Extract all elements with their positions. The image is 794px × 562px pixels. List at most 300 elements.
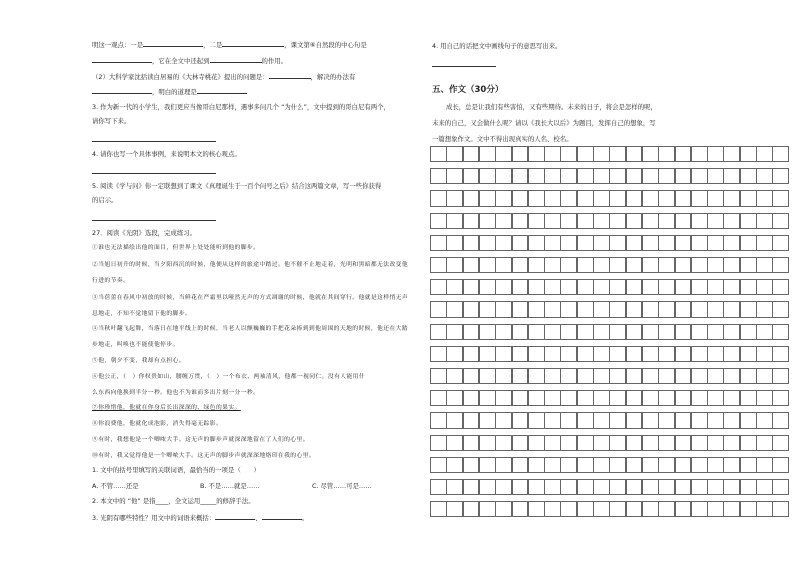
grid-cell[interactable]	[756, 190, 773, 206]
grid-cell[interactable]	[544, 346, 561, 362]
grid-cell[interactable]	[495, 501, 512, 517]
grid-cell[interactable]	[756, 346, 773, 362]
grid-cell[interactable]	[512, 279, 529, 295]
grid-cell[interactable]	[560, 257, 577, 273]
grid-cell[interactable]	[577, 479, 594, 495]
grid-cell[interactable]	[675, 146, 692, 162]
answer-line[interactable]	[92, 220, 216, 221]
grid-cell[interactable]	[479, 435, 496, 451]
grid-cell[interactable]	[740, 324, 757, 340]
grid-cell[interactable]	[479, 368, 496, 384]
answer-line[interactable]	[92, 141, 216, 142]
grid-cell[interactable]	[560, 368, 577, 384]
grid-cell[interactable]	[495, 346, 512, 362]
grid-cell[interactable]	[691, 412, 708, 428]
grid-cell[interactable]	[626, 346, 643, 362]
grid-cell[interactable]	[512, 368, 529, 384]
grid-cell[interactable]	[691, 301, 708, 317]
grid-cell[interactable]	[430, 368, 447, 384]
grid-cell[interactable]	[658, 235, 675, 251]
answer-blank[interactable]	[143, 40, 203, 47]
grid-cell[interactable]	[772, 390, 789, 406]
grid-cell[interactable]	[430, 301, 447, 317]
grid-cell[interactable]	[479, 324, 496, 340]
grid-cell[interactable]	[528, 501, 545, 517]
grid-cell[interactable]	[642, 501, 659, 517]
grid-cell[interactable]	[658, 168, 675, 184]
grid-cell[interactable]	[675, 457, 692, 473]
answer-line[interactable]	[92, 173, 216, 174]
grid-cell[interactable]	[642, 457, 659, 473]
grid-cell[interactable]	[495, 412, 512, 428]
grid-cell[interactable]	[479, 168, 496, 184]
grid-cell[interactable]	[609, 457, 626, 473]
grid-cell[interactable]	[626, 146, 643, 162]
grid-cell[interactable]	[430, 257, 447, 273]
grid-cell[interactable]	[495, 479, 512, 495]
grid-cell[interactable]	[577, 457, 594, 473]
grid-cell[interactable]	[577, 146, 594, 162]
grid-cell[interactable]	[495, 235, 512, 251]
grid-cell[interactable]	[544, 146, 561, 162]
grid-cell[interactable]	[463, 457, 480, 473]
answer-blank[interactable]	[215, 513, 255, 520]
grid-cell[interactable]	[593, 279, 610, 295]
grid-cell[interactable]	[560, 457, 577, 473]
grid-cell[interactable]	[756, 279, 773, 295]
grid-cell[interactable]	[544, 213, 561, 229]
grid-cell[interactable]	[463, 257, 480, 273]
grid-cell[interactable]	[512, 257, 529, 273]
grid-cell[interactable]	[609, 501, 626, 517]
grid-cell[interactable]	[593, 213, 610, 229]
grid-cell[interactable]	[609, 168, 626, 184]
grid-cell[interactable]	[528, 368, 545, 384]
grid-cell[interactable]	[560, 324, 577, 340]
grid-cell[interactable]	[756, 457, 773, 473]
grid-cell[interactable]	[707, 301, 724, 317]
grid-cell[interactable]	[593, 257, 610, 273]
grid-cell[interactable]	[463, 324, 480, 340]
grid-cell[interactable]	[642, 368, 659, 384]
grid-cell[interactable]	[544, 435, 561, 451]
grid-cell[interactable]	[593, 368, 610, 384]
grid-cell[interactable]	[691, 435, 708, 451]
grid-cell[interactable]	[626, 257, 643, 273]
grid-cell[interactable]	[723, 190, 740, 206]
grid-cell[interactable]	[528, 390, 545, 406]
grid-cell[interactable]	[675, 412, 692, 428]
grid-cell[interactable]	[691, 457, 708, 473]
grid-cell[interactable]	[626, 457, 643, 473]
grid-cell[interactable]	[740, 368, 757, 384]
grid-cell[interactable]	[495, 168, 512, 184]
grid-cell[interactable]	[609, 301, 626, 317]
grid-cell[interactable]	[560, 301, 577, 317]
grid-cell[interactable]	[740, 346, 757, 362]
grid-cell[interactable]	[463, 435, 480, 451]
grid-cell[interactable]	[430, 457, 447, 473]
grid-cell[interactable]	[675, 435, 692, 451]
grid-cell[interactable]	[707, 213, 724, 229]
grid-cell[interactable]	[577, 368, 594, 384]
grid-cell[interactable]	[446, 479, 463, 495]
grid-cell[interactable]	[642, 412, 659, 428]
grid-cell[interactable]	[691, 257, 708, 273]
grid-cell[interactable]	[430, 479, 447, 495]
grid-cell[interactable]	[593, 457, 610, 473]
grid-cell[interactable]	[430, 390, 447, 406]
answer-line[interactable]	[432, 66, 496, 67]
grid-cell[interactable]	[593, 324, 610, 340]
grid-cell[interactable]	[772, 257, 789, 273]
grid-cell[interactable]	[446, 279, 463, 295]
grid-cell[interactable]	[577, 301, 594, 317]
grid-cell[interactable]	[577, 279, 594, 295]
grid-cell[interactable]	[446, 435, 463, 451]
grid-cell[interactable]	[707, 501, 724, 517]
grid-cell[interactable]	[560, 435, 577, 451]
grid-cell[interactable]	[446, 213, 463, 229]
grid-cell[interactable]	[446, 146, 463, 162]
grid-cell[interactable]	[691, 213, 708, 229]
grid-cell[interactable]	[642, 235, 659, 251]
grid-cell[interactable]	[772, 412, 789, 428]
grid-cell[interactable]	[626, 479, 643, 495]
grid-cell[interactable]	[642, 146, 659, 162]
grid-cell[interactable]	[577, 190, 594, 206]
grid-cell[interactable]	[528, 168, 545, 184]
grid-cell[interactable]	[609, 279, 626, 295]
grid-cell[interactable]	[463, 168, 480, 184]
grid-cell[interactable]	[430, 501, 447, 517]
grid-cell[interactable]	[626, 412, 643, 428]
grid-cell[interactable]	[691, 368, 708, 384]
grid-cell[interactable]	[707, 346, 724, 362]
grid-cell[interactable]	[560, 146, 577, 162]
grid-cell[interactable]	[430, 235, 447, 251]
grid-cell[interactable]	[658, 279, 675, 295]
grid-cell[interactable]	[642, 479, 659, 495]
grid-cell[interactable]	[723, 168, 740, 184]
grid-cell[interactable]	[446, 412, 463, 428]
grid-cell[interactable]	[642, 168, 659, 184]
grid-cell[interactable]	[691, 279, 708, 295]
grid-cell[interactable]	[740, 279, 757, 295]
grid-cell[interactable]	[528, 301, 545, 317]
grid-cell[interactable]	[675, 279, 692, 295]
grid-cell[interactable]	[544, 301, 561, 317]
grid-cell[interactable]	[675, 257, 692, 273]
grid-cell[interactable]	[675, 235, 692, 251]
grid-cell[interactable]	[772, 501, 789, 517]
grid-cell[interactable]	[756, 235, 773, 251]
grid-cell[interactable]	[756, 146, 773, 162]
grid-cell[interactable]	[544, 368, 561, 384]
grid-cell[interactable]	[512, 213, 529, 229]
grid-cell[interactable]	[707, 412, 724, 428]
answer-blank[interactable]	[222, 40, 284, 47]
grid-cell[interactable]	[691, 168, 708, 184]
grid-cell[interactable]	[675, 324, 692, 340]
grid-cell[interactable]	[740, 257, 757, 273]
grid-cell[interactable]	[658, 435, 675, 451]
grid-cell[interactable]	[560, 168, 577, 184]
grid-cell[interactable]	[560, 235, 577, 251]
grid-cell[interactable]	[707, 457, 724, 473]
grid-cell[interactable]	[723, 235, 740, 251]
grid-cell[interactable]	[723, 368, 740, 384]
grid-cell[interactable]	[495, 324, 512, 340]
grid-cell[interactable]	[723, 435, 740, 451]
grid-cell[interactable]	[446, 390, 463, 406]
grid-cell[interactable]	[691, 190, 708, 206]
grid-cell[interactable]	[658, 324, 675, 340]
grid-cell[interactable]	[658, 390, 675, 406]
grid-cell[interactable]	[707, 479, 724, 495]
grid-cell[interactable]	[430, 213, 447, 229]
grid-cell[interactable]	[609, 190, 626, 206]
grid-cell[interactable]	[544, 390, 561, 406]
grid-cell[interactable]	[723, 412, 740, 428]
grid-cell[interactable]	[512, 235, 529, 251]
grid-cell[interactable]	[740, 390, 757, 406]
grid-cell[interactable]	[463, 146, 480, 162]
grid-cell[interactable]	[463, 412, 480, 428]
grid-cell[interactable]	[675, 368, 692, 384]
grid-cell[interactable]	[658, 257, 675, 273]
grid-cell[interactable]	[528, 190, 545, 206]
grid-cell[interactable]	[577, 501, 594, 517]
grid-cell[interactable]	[577, 235, 594, 251]
option-b[interactable]: B. 不是……就是……	[200, 482, 260, 490]
grid-cell[interactable]	[593, 235, 610, 251]
grid-cell[interactable]	[593, 346, 610, 362]
grid-cell[interactable]	[707, 435, 724, 451]
grid-cell[interactable]	[544, 279, 561, 295]
grid-cell[interactable]	[756, 479, 773, 495]
answer-blank[interactable]	[92, 87, 152, 94]
grid-cell[interactable]	[528, 257, 545, 273]
grid-cell[interactable]	[560, 501, 577, 517]
grid-cell[interactable]	[560, 213, 577, 229]
grid-cell[interactable]	[691, 390, 708, 406]
grid-cell[interactable]	[756, 213, 773, 229]
grid-cell[interactable]	[479, 235, 496, 251]
grid-cell[interactable]	[740, 479, 757, 495]
grid-cell[interactable]	[740, 412, 757, 428]
grid-cell[interactable]	[707, 279, 724, 295]
grid-cell[interactable]	[642, 435, 659, 451]
grid-cell[interactable]	[723, 257, 740, 273]
grid-cell[interactable]	[740, 213, 757, 229]
grid-cell[interactable]	[723, 501, 740, 517]
grid-cell[interactable]	[691, 146, 708, 162]
grid-cell[interactable]	[430, 346, 447, 362]
grid-cell[interactable]	[430, 412, 447, 428]
grid-cell[interactable]	[593, 168, 610, 184]
grid-cell[interactable]	[544, 501, 561, 517]
grid-cell[interactable]	[560, 390, 577, 406]
grid-cell[interactable]	[658, 368, 675, 384]
grid-cell[interactable]	[723, 457, 740, 473]
grid-cell[interactable]	[658, 346, 675, 362]
grid-cell[interactable]	[495, 390, 512, 406]
grid-cell[interactable]	[446, 501, 463, 517]
grid-cell[interactable]	[593, 435, 610, 451]
answer-blank[interactable]	[210, 56, 262, 63]
grid-cell[interactable]	[740, 146, 757, 162]
grid-cell[interactable]	[707, 168, 724, 184]
grid-cell[interactable]	[707, 390, 724, 406]
grid-cell[interactable]	[479, 501, 496, 517]
grid-cell[interactable]	[528, 324, 545, 340]
grid-cell[interactable]	[691, 324, 708, 340]
grid-cell[interactable]	[512, 479, 529, 495]
grid-cell[interactable]	[740, 457, 757, 473]
grid-cell[interactable]	[479, 257, 496, 273]
grid-cell[interactable]	[560, 479, 577, 495]
grid-cell[interactable]	[723, 213, 740, 229]
grid-cell[interactable]	[446, 324, 463, 340]
answer-blank[interactable]	[92, 56, 152, 63]
grid-cell[interactable]	[463, 346, 480, 362]
grid-cell[interactable]	[609, 368, 626, 384]
grid-cell[interactable]	[740, 301, 757, 317]
grid-cell[interactable]	[479, 213, 496, 229]
grid-cell[interactable]	[756, 324, 773, 340]
grid-cell[interactable]	[756, 501, 773, 517]
grid-cell[interactable]	[593, 146, 610, 162]
grid-cell[interactable]	[528, 213, 545, 229]
grid-cell[interactable]	[740, 190, 757, 206]
grid-cell[interactable]	[756, 368, 773, 384]
grid-cell[interactable]	[479, 390, 496, 406]
grid-cell[interactable]	[675, 301, 692, 317]
grid-cell[interactable]	[772, 279, 789, 295]
grid-cell[interactable]	[609, 213, 626, 229]
grid-cell[interactable]	[626, 235, 643, 251]
grid-cell[interactable]	[544, 168, 561, 184]
grid-cell[interactable]	[430, 168, 447, 184]
grid-cell[interactable]	[658, 301, 675, 317]
grid-cell[interactable]	[626, 301, 643, 317]
grid-cell[interactable]	[593, 190, 610, 206]
grid-cell[interactable]	[658, 412, 675, 428]
grid-cell[interactable]	[691, 501, 708, 517]
grid-cell[interactable]	[723, 279, 740, 295]
grid-cell[interactable]	[642, 213, 659, 229]
grid-cell[interactable]	[495, 457, 512, 473]
grid-cell[interactable]	[528, 479, 545, 495]
grid-cell[interactable]	[609, 346, 626, 362]
grid-cell[interactable]	[512, 146, 529, 162]
grid-cell[interactable]	[707, 368, 724, 384]
grid-cell[interactable]	[691, 346, 708, 362]
grid-cell[interactable]	[446, 457, 463, 473]
grid-cell[interactable]	[691, 235, 708, 251]
grid-cell[interactable]	[479, 346, 496, 362]
grid-cell[interactable]	[642, 301, 659, 317]
grid-cell[interactable]	[430, 190, 447, 206]
answer-blank[interactable]	[269, 72, 311, 79]
grid-cell[interactable]	[544, 457, 561, 473]
grid-cell[interactable]	[544, 235, 561, 251]
grid-cell[interactable]	[756, 301, 773, 317]
grid-cell[interactable]	[626, 279, 643, 295]
grid-cell[interactable]	[658, 213, 675, 229]
grid-cell[interactable]	[463, 190, 480, 206]
grid-cell[interactable]	[479, 457, 496, 473]
grid-cell[interactable]	[495, 301, 512, 317]
grid-cell[interactable]	[446, 190, 463, 206]
grid-cell[interactable]	[707, 190, 724, 206]
grid-cell[interactable]	[658, 457, 675, 473]
grid-cell[interactable]	[528, 146, 545, 162]
grid-cell[interactable]	[495, 279, 512, 295]
grid-cell[interactable]	[577, 324, 594, 340]
grid-cell[interactable]	[772, 190, 789, 206]
grid-cell[interactable]	[528, 435, 545, 451]
grid-cell[interactable]	[740, 435, 757, 451]
grid-cell[interactable]	[707, 235, 724, 251]
grid-cell[interactable]	[544, 190, 561, 206]
grid-cell[interactable]	[560, 412, 577, 428]
grid-cell[interactable]	[772, 457, 789, 473]
grid-cell[interactable]	[740, 168, 757, 184]
grid-cell[interactable]	[642, 257, 659, 273]
grid-cell[interactable]	[446, 368, 463, 384]
grid-cell[interactable]	[772, 346, 789, 362]
grid-cell[interactable]	[691, 479, 708, 495]
grid-cell[interactable]	[723, 479, 740, 495]
grid-cell[interactable]	[772, 146, 789, 162]
grid-cell[interactable]	[626, 435, 643, 451]
grid-cell[interactable]	[626, 501, 643, 517]
option-c[interactable]: C. 尽管……可是……	[312, 482, 372, 490]
grid-cell[interactable]	[495, 368, 512, 384]
grid-cell[interactable]	[512, 301, 529, 317]
grid-cell[interactable]	[463, 479, 480, 495]
grid-cell[interactable]	[609, 412, 626, 428]
grid-cell[interactable]	[626, 190, 643, 206]
grid-cell[interactable]	[446, 168, 463, 184]
grid-cell[interactable]	[446, 301, 463, 317]
answer-blank[interactable]	[197, 87, 247, 94]
grid-cell[interactable]	[675, 213, 692, 229]
grid-cell[interactable]	[577, 213, 594, 229]
grid-cell[interactable]	[430, 435, 447, 451]
grid-cell[interactable]	[593, 390, 610, 406]
grid-cell[interactable]	[479, 279, 496, 295]
grid-cell[interactable]	[723, 346, 740, 362]
grid-cell[interactable]	[544, 412, 561, 428]
grid-cell[interactable]	[528, 279, 545, 295]
grid-cell[interactable]	[593, 412, 610, 428]
grid-cell[interactable]	[512, 501, 529, 517]
grid-cell[interactable]	[463, 301, 480, 317]
grid-cell[interactable]	[528, 457, 545, 473]
grid-cell[interactable]	[463, 368, 480, 384]
grid-cell[interactable]	[446, 257, 463, 273]
grid-cell[interactable]	[642, 190, 659, 206]
grid-cell[interactable]	[626, 168, 643, 184]
grid-cell[interactable]	[642, 324, 659, 340]
grid-cell[interactable]	[626, 213, 643, 229]
grid-cell[interactable]	[658, 190, 675, 206]
grid-cell[interactable]	[772, 368, 789, 384]
grid-cell[interactable]	[560, 279, 577, 295]
